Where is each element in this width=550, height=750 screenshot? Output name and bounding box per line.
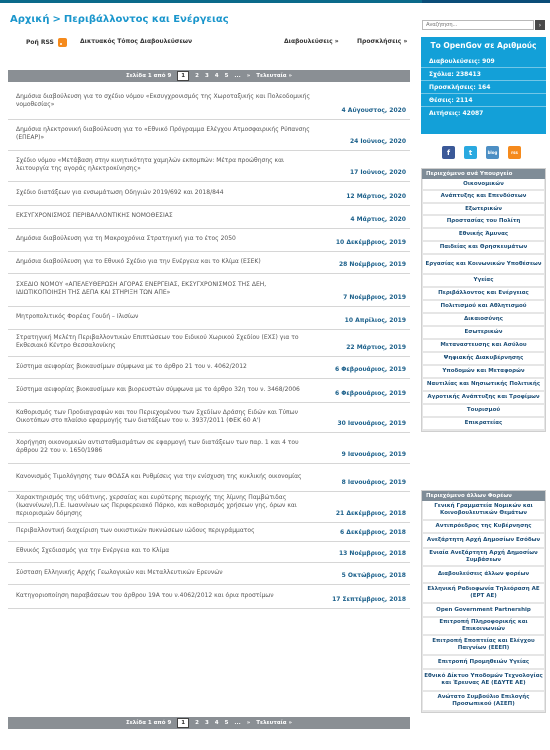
consultation-date: 13 Νοέμβριος, 2018 — [338, 550, 406, 557]
pager-page-current[interactable]: 1 — [177, 71, 189, 81]
ministry-link[interactable]: Ψηφιακής Διακυβέρνησης — [423, 353, 544, 366]
pager-next[interactable]: » — [246, 73, 251, 79]
consultation-row[interactable] — [8, 357, 410, 379]
consultation-list — [8, 84, 410, 609]
consultation-title-link[interactable]: Δημόσια διαβούλευση για τη Μακροχρόνια Στρατηγική για το έτος 2050 — [16, 235, 236, 242]
consultation-title-link[interactable]: Χορήγηση οικονομικών αντισταθμισμάτων σε εφαρμογή των διατάξεων των παρ. 1 και 4 του άρθρου 22 του ν. 1650/1986 — [16, 439, 299, 454]
consultations-link[interactable]: Διαβουλεύσεις » — [284, 38, 339, 45]
consultation-row[interactable] — [8, 563, 410, 585]
pager-next[interactable]: » — [246, 720, 251, 726]
consultation-date: 22 Μάρτιος, 2019 — [346, 344, 406, 351]
consultation-title-link[interactable]: Σύστημα αειφορίας βιοκαυσίμων και βιορευστών σύμφωνα με το άρθρο 32η του ν. 3468/2006 — [16, 385, 300, 393]
breadcrumb — [10, 14, 229, 25]
consultation-row[interactable] — [8, 307, 410, 330]
ministries-heading: Περιεχόμενο ανά Υπουργείο — [422, 169, 545, 179]
consultation-date: 9 Ιανουάριος, 2019 — [341, 451, 406, 458]
ministry-link[interactable]: Εθνικής Άμυνας — [423, 229, 544, 242]
consultation-row[interactable] — [8, 585, 410, 609]
consultation-row[interactable] — [8, 120, 410, 151]
pager-ellipsis: ... — [234, 73, 241, 79]
pager-page[interactable]: 2 — [195, 73, 199, 79]
rss-link[interactable] — [26, 38, 67, 47]
stats-heading: Το OpenGov σε Αριθμούς — [430, 41, 537, 50]
ministries-list — [422, 179, 545, 431]
social-links — [442, 146, 521, 159]
consultation-title-link[interactable]: Δημόσια ηλεκτρονική διαβούλευση για το «Εθνικό Πρόγραμμα Ελέγχου Ατμοσφαιρικής Ρύπανσης (ΕΠΕΑΡ)» — [16, 126, 310, 141]
consultation-title-link[interactable]: Στρατηγική Μελέτη Περιβαλλοντικών Επιπτώσεων του Ειδικού Χωρικού Σχεδίου (ΕΧΣ) για το Εκθεσιακό Κέντρο Θεσσαλονίκης — [16, 334, 299, 349]
top-bar-right — [422, 0, 550, 3]
consultation-row[interactable] — [8, 464, 410, 492]
top-bar — [0, 0, 550, 3]
ministry-link[interactable]: Ναυτιλίας και Νησιωτικής Πολιτικής — [423, 379, 544, 392]
search-button[interactable] — [535, 20, 545, 30]
pager-info: Σελίδα 1 από 9 — [125, 73, 172, 79]
ministry-link[interactable]: Αγροτικής Ανάπτυξης και Τροφίμων — [423, 392, 544, 405]
body-link[interactable]: Αντιπρόεδρος της Κυβέρνησης — [423, 521, 544, 534]
network-link[interactable]: Δικτυακός Τόπος Διαβουλεύσεων — [80, 38, 193, 45]
consultation-date: 12 Μάρτιος, 2020 — [346, 193, 406, 200]
consultation-row[interactable] — [8, 182, 410, 206]
consultation-row[interactable] — [8, 151, 410, 182]
pager-page[interactable]: 3 — [204, 73, 209, 79]
stats-item: Προσκλήσεις: 164 — [421, 81, 546, 94]
body-link[interactable]: Ανεξάρτητη Αρχή Δημοσίων Εσόδων — [423, 534, 544, 549]
search-input[interactable] — [422, 20, 534, 30]
ministry-link[interactable]: Παιδείας και Θρησκευμάτων — [423, 242, 544, 255]
pager-page[interactable]: 2 — [195, 720, 199, 726]
pager-last[interactable]: Τελευταία » — [256, 73, 293, 79]
ministry-link[interactable]: Περιβάλλοντος και Ενέργειας — [423, 288, 544, 301]
body-link[interactable]: Open Government Partnership — [423, 604, 544, 618]
pager-page[interactable]: 5 — [224, 720, 229, 726]
body-link[interactable]: Ελληνική Ραδιοφωνία Τηλεόραση ΑΕ (ΕΡΤ ΑΕ) — [423, 584, 544, 604]
breadcrumb-home-link[interactable]: Αρχική — [10, 14, 50, 25]
consultation-date: 10 Απρίλιος, 2019 — [344, 317, 406, 324]
breadcrumb-separator: > — [52, 14, 61, 25]
consultation-date: 10 Δεκέμβριος, 2019 — [335, 239, 406, 246]
stats-item: Σχόλια: 238413 — [421, 68, 546, 81]
body-link[interactable]: Διαβουλεύσεις άλλων φορέων — [423, 567, 544, 584]
consultation-row[interactable] — [8, 84, 410, 120]
consultation-date: 17 Ιούνιος, 2020 — [349, 169, 406, 176]
body-link[interactable]: Επιτροπή Εποπτείας και Ελέγχου Παιγνίων (ΕΕΕΠ) — [423, 636, 544, 656]
consultation-title-link[interactable]: Καθορισμός των Προδιαγραφών και του Περιεχομένου των Σχεδίων Δράσης Ειδών και Τύπων Οικοτόπων στο πλαίσιο εφαρμογής των διατάξεων του ν. 3937/2011 (ΦΕΚ 60 Α') — [16, 408, 299, 424]
consultation-date: 8 Ιανουάριος, 2019 — [341, 479, 406, 486]
consultation-date: 6 Φεβρουάριος, 2019 — [335, 366, 406, 373]
ministry-link[interactable]: Επικρατείας — [423, 418, 544, 431]
ministry-link[interactable]: Εξωτερικών — [423, 204, 544, 216]
stats-item: Θέσεις: 2114 — [421, 94, 546, 107]
rss-feed-icon[interactable] — [508, 146, 521, 159]
pager-page[interactable]: 5 — [224, 73, 229, 79]
consultation-row[interactable] — [8, 523, 410, 542]
consultation-title-link[interactable]: Μητροπολιτικός Φορέας Γουδή – Ιλισίων — [16, 313, 139, 320]
consultation-title-link[interactable]: Σύστημα αειφορίας βιοκαυσίμων σύμφωνα με το άρθρο 21 του ν. 4062/2012 — [16, 362, 247, 370]
twitter-glyph: t — [468, 148, 473, 157]
rss-glyph: rss — [511, 150, 518, 155]
consultation-date: 6 Δεκέμβριος, 2018 — [340, 529, 406, 536]
ministry-link[interactable]: Εργασίας και Κοινωνικών Υποθέσεων — [423, 255, 544, 275]
blog-icon[interactable] — [486, 146, 499, 159]
consultation-date: 28 Νοέμβριος, 2019 — [338, 261, 406, 268]
body-link[interactable]: Γενική Γραμματεία Νομικών και Κοινοβουλευτικών Θεμάτων — [423, 501, 544, 521]
consultation-title-link[interactable]: Δημόσια διαβούλευση για το σχέδιο νόμου «Εκσυγχρονισμός της Χωροταξικής και Πολεοδομικής νομοθεσίας» — [16, 92, 310, 108]
consultation-title-link[interactable]: Χαρακτηρισμός της υδάτινης, χερσαίας και ευρύτερης περιοχής της λίμνης Παμβώτιδας (Ιωαννίνων),Π.Ε. Ιωαννίνων ως Περιφερειακό Πάρκο, και καθορισμός χρήσεων γης, όρων και περιορισμών δόμησης — [16, 494, 297, 517]
stats-box — [421, 37, 546, 134]
ministry-link[interactable]: Εσωτερικών — [423, 327, 544, 340]
consultation-row[interactable] — [8, 542, 410, 563]
ministry-link[interactable]: Τουρισμού — [423, 405, 544, 418]
consultation-date: 30 Ιανουάριος, 2019 — [337, 420, 406, 427]
bodies-list — [422, 501, 545, 712]
consultation-row[interactable] — [8, 206, 410, 229]
pager-page[interactable]: 3 — [204, 720, 209, 726]
ministry-link[interactable]: Υγείας — [423, 275, 544, 288]
consultation-title-link[interactable]: Κανονισμός Τιμολόγησης των ΦΟΔΣΑ και Ρυθμίσεις για την ενίσχυση της κυκλικής οικονομίας — [16, 472, 302, 480]
facebook-glyph: f — [446, 148, 451, 157]
consultation-row[interactable] — [8, 379, 410, 403]
body-link[interactable]: Επιτροπή Πληροφορικής και Επικοινωνιών — [423, 618, 544, 636]
ministry-link[interactable]: Οικονομικών — [423, 179, 544, 191]
calls-link[interactable]: Προσκλήσεις » — [357, 38, 408, 45]
consultation-row[interactable] — [8, 252, 410, 274]
ministries-box — [421, 168, 546, 432]
consultation-row[interactable] — [8, 330, 410, 357]
consultation-title-link[interactable]: ΕΚΣΥΓΧΡΟΝΙΣΜΟΣ ΠΕΡΙΒΑΛΛΟΝΤΙΚΗΣ ΝΟΜΟΘΕΣΙΑΣ — [16, 212, 173, 219]
pager-page-current[interactable]: 1 — [177, 718, 189, 728]
body-link[interactable]: Εθνικό Δίκτυο Υποδομών Τεχνολογίας και Έρευνας ΑΕ (ΕΔΥΤΕ ΑΕ) — [423, 670, 544, 692]
page-title: Περιβάλλοντος και Ενέργειας — [63, 14, 229, 25]
ministry-link[interactable]: Υποδομών και Μεταφορών — [423, 366, 544, 379]
pager-page[interactable]: 4 — [214, 720, 219, 726]
consultation-row[interactable] — [8, 433, 410, 464]
consultation-date: 17 Σεπτέμβριος, 2018 — [332, 596, 406, 603]
consultation-date: 4 Αύγουστος, 2020 — [341, 107, 406, 114]
consultation-title-link[interactable]: Εθνικός Σχεδιασμός για την Ενέργεια και το Κλίμα — [16, 547, 170, 554]
facebook-icon[interactable] — [442, 146, 455, 159]
pager-info: Σελίδα 1 από 9 — [125, 720, 172, 726]
consultation-date: 4 Μάρτιος, 2020 — [350, 216, 406, 223]
ministry-link[interactable]: Προστασίας του Πολίτη — [423, 216, 544, 229]
search-icon: › — [538, 21, 542, 29]
ministry-link[interactable]: Ανάπτυξης και Επενδύσεων — [423, 191, 544, 204]
rss-icon — [58, 38, 67, 47]
body-link[interactable]: Επιτροπή Προμηθειών Υγείας — [423, 656, 544, 670]
consultation-row[interactable] — [8, 492, 410, 523]
bodies-heading: Περιεχόμενο άλλων Φορέων — [422, 491, 545, 501]
pager-last[interactable]: Τελευταία » — [256, 720, 293, 726]
consultation-title-link[interactable]: Σύσταση Ελληνικής Αρχής Γεωλογικών και Μεταλλευτικών Ερευνών — [16, 568, 223, 576]
consultation-date: 6 Φεβρουάριος, 2019 — [335, 390, 406, 397]
pager-bottom — [8, 717, 410, 729]
consultation-title-link[interactable]: Δημόσια διαβούλευση για το Εθνικό Σχέδιο για την Ενέργεια και το Κλίμα (ΕΣΕΚ) — [16, 257, 261, 265]
pager-page[interactable]: 4 — [214, 73, 219, 79]
consultation-date: 7 Νοέμβριος, 2019 — [343, 294, 406, 301]
stats-list — [421, 55, 546, 120]
body-link[interactable]: Ανώτατο Συμβούλιο Επιλογής Προσωπικού (ΑΣΕΠ) — [423, 692, 544, 712]
twitter-icon[interactable] — [464, 146, 477, 159]
consultation-title-link[interactable]: ΣΧΕΔΙΟ ΝΟΜΟΥ «ΑΠΕΛΕΥΘΕΡΩΣΗ ΑΓΟΡΑΣ ΕΝΕΡΓΕΙΑΣ, ΕΚΣΥΓΧΡΟΝΙΣΜΟΣ ΤΗΣ ΔΕΗ, ΙΔΙΩΤΙΚΟΠΟΙΗΣΗ ΤΗΣ ΔΕΠΑ ΚΑΙ ΣΤΗΡΙΞΗ ΤΩΝ ΑΠΕ» — [16, 281, 267, 296]
pager-ellipsis: ... — [234, 720, 241, 726]
bodies-box — [421, 490, 546, 713]
rss-link-label: Ροή RSS — [26, 39, 54, 46]
consultation-title-link[interactable]: Σχέδιο νόμου «Μετάβαση στην κινητικότητα χαμηλών εκπομπών: Μέτρα προώθησης και λειτουργία της αγοράς ηλεκτροκίνησης» — [16, 157, 285, 172]
consultation-title-link[interactable]: Κατηγοριοποίηση παραβάσεων του άρθρου 19Α του ν.4062/2012 και όρια προστίμων — [16, 591, 274, 599]
consultation-title-link[interactable]: Σχέδιο διατάξεων για ενσωμάτωση Οδηγιών 2019/692 και 2018/844 — [16, 188, 224, 196]
consultation-row[interactable] — [8, 274, 410, 307]
blog-glyph: blog — [487, 150, 498, 155]
consultation-date: 5 Οκτώβριος, 2018 — [341, 572, 406, 579]
stats-item: Διαβουλεύσεις: 909 — [421, 55, 546, 68]
pager-top — [8, 70, 410, 82]
ministry-link[interactable]: Δικαιοσύνης — [423, 314, 544, 327]
ministry-link[interactable]: Πολιτισμού και Αθλητισμού — [423, 301, 544, 314]
consultation-row[interactable] — [8, 229, 410, 252]
body-link[interactable]: Ενιαία Ανεξάρτητη Αρχή Δημοσίων Συμβάσεων — [423, 549, 544, 567]
consultation-title-link[interactable]: Περιβαλλοντική διαχείριση των οικιστικών πυκνώσεων ιώδους περιγράμματος — [16, 527, 255, 534]
consultation-date: 21 Δεκέμβριος, 2018 — [335, 510, 406, 517]
consultation-date: 24 Ιούνιος, 2020 — [349, 138, 406, 145]
ministry-link[interactable]: Μεταναστευσης και Ασύλου — [423, 340, 544, 353]
stats-item: Αιτήσεις: 42087 — [429, 110, 484, 117]
consultation-row[interactable] — [8, 403, 410, 433]
